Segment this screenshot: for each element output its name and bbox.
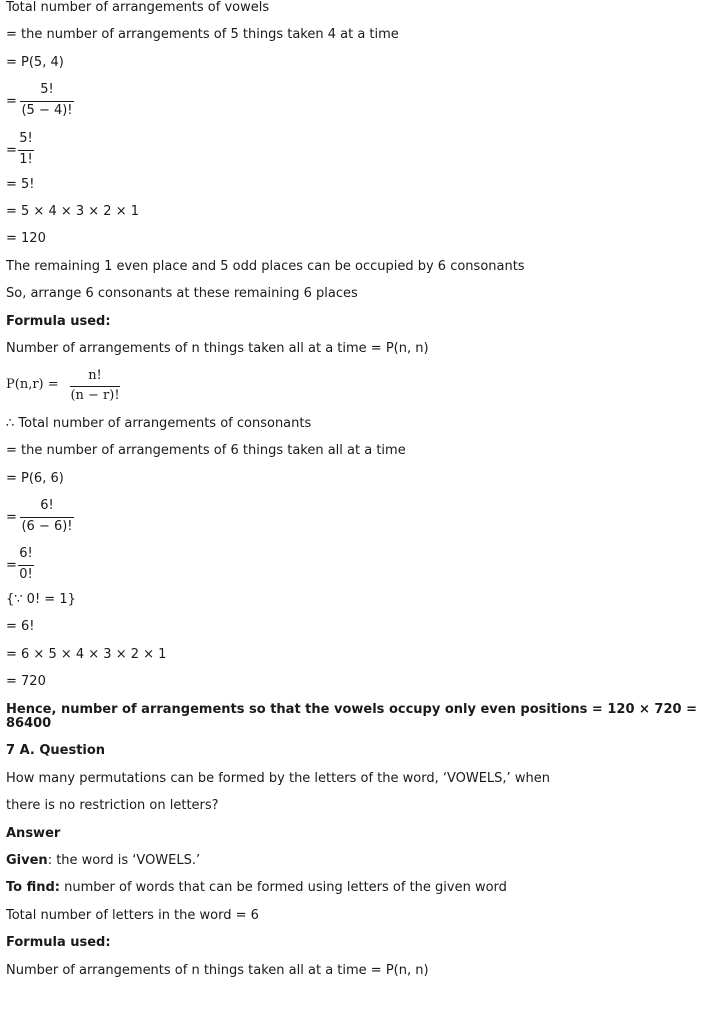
denominator: (6 − 6)! [21, 519, 73, 534]
text-line: = 720 [6, 674, 46, 689]
numerator: 6! [40, 498, 54, 513]
text-line: = the number of arrangements of 5 things taken 4 at a time [6, 27, 399, 42]
given-label: Given [6, 853, 48, 868]
equals-sign: = [6, 510, 17, 525]
fraction-bar [20, 517, 74, 518]
formula-lhs: P(n,r) = [6, 377, 59, 392]
text-line: = 120 [6, 231, 46, 246]
fraction-5-over-1 [6, 131, 46, 171]
text-line: Total number of letters in the word = 6 [6, 908, 259, 923]
text-line: = P(6, 6) [6, 471, 64, 486]
to-find-label: To find: [6, 880, 60, 895]
fraction-bar [18, 565, 34, 566]
text-line: = 6! [6, 619, 35, 634]
numerator: 5! [19, 131, 33, 146]
equals-sign: = [6, 558, 17, 573]
given-text: : the word is ‘VOWELS.’ [47, 853, 201, 868]
formula-pnr [6, 366, 136, 406]
text-line: The remaining 1 even place and 5 odd places can be occupied by 6 consonants [6, 259, 525, 274]
text-line: {∵ 0! = 1} [6, 592, 76, 607]
fraction-6-over-0 [6, 546, 46, 586]
equals-sign: = [6, 94, 17, 109]
text-line: = 6 × 5 × 4 × 3 × 2 × 1 [6, 647, 167, 662]
text-line: Number of arrangements of n things taken all at a time = P(n, n) [6, 341, 429, 356]
fraction-5-over-5-minus-4 [6, 82, 86, 122]
text-line: = 5 × 4 × 3 × 2 × 1 [6, 204, 140, 219]
text-line: = P(5, 4) [6, 55, 64, 70]
text-line: = the number of arrangements of 6 things taken all at a time [6, 443, 406, 458]
denominator: (5 − 4)! [21, 103, 73, 118]
conclusion-line: 86400 [6, 716, 52, 731]
text-line: ∴ Total number of arrangements of consonants [6, 416, 312, 431]
to-find-text: number of words that can be formed using letters of the given word [60, 880, 507, 895]
section-heading: Formula used: [6, 935, 111, 950]
section-heading: Formula used: [6, 314, 111, 329]
conclusion-line: Hence, number of arrangements so that the vowels occupy only even positions = 120 × 720 = [6, 702, 697, 717]
question-text: How many permutations can be formed by the letters of the word, ‘VOWELS,’ when [6, 771, 550, 786]
to-find-line [6, 880, 507, 896]
fraction-bar [18, 150, 34, 151]
numerator: 6! [19, 546, 33, 561]
answer-heading: Answer [6, 826, 61, 841]
denominator: (n − r)! [70, 388, 120, 403]
text-line: So, arrange 6 consonants at these remaining 6 places [6, 286, 358, 301]
question-heading: 7 A. Question [6, 743, 106, 758]
fraction-bar [70, 386, 120, 387]
question-text: there is no restriction on letters? [6, 798, 219, 813]
text-line: Number of arrangements of n things taken all at a time = P(n, n) [6, 963, 429, 978]
text-line: = 5! [6, 177, 35, 192]
denominator: 0! [19, 567, 33, 582]
denominator: 1! [19, 152, 33, 167]
equals-sign: = [6, 143, 17, 158]
numerator: 5! [40, 82, 54, 97]
text-line: Total number of arrangements of vowels [6, 0, 270, 15]
fraction-6-over-6-minus-6 [6, 498, 86, 538]
given-line [6, 853, 200, 869]
numerator: n! [88, 368, 102, 383]
fraction-bar [20, 101, 74, 102]
